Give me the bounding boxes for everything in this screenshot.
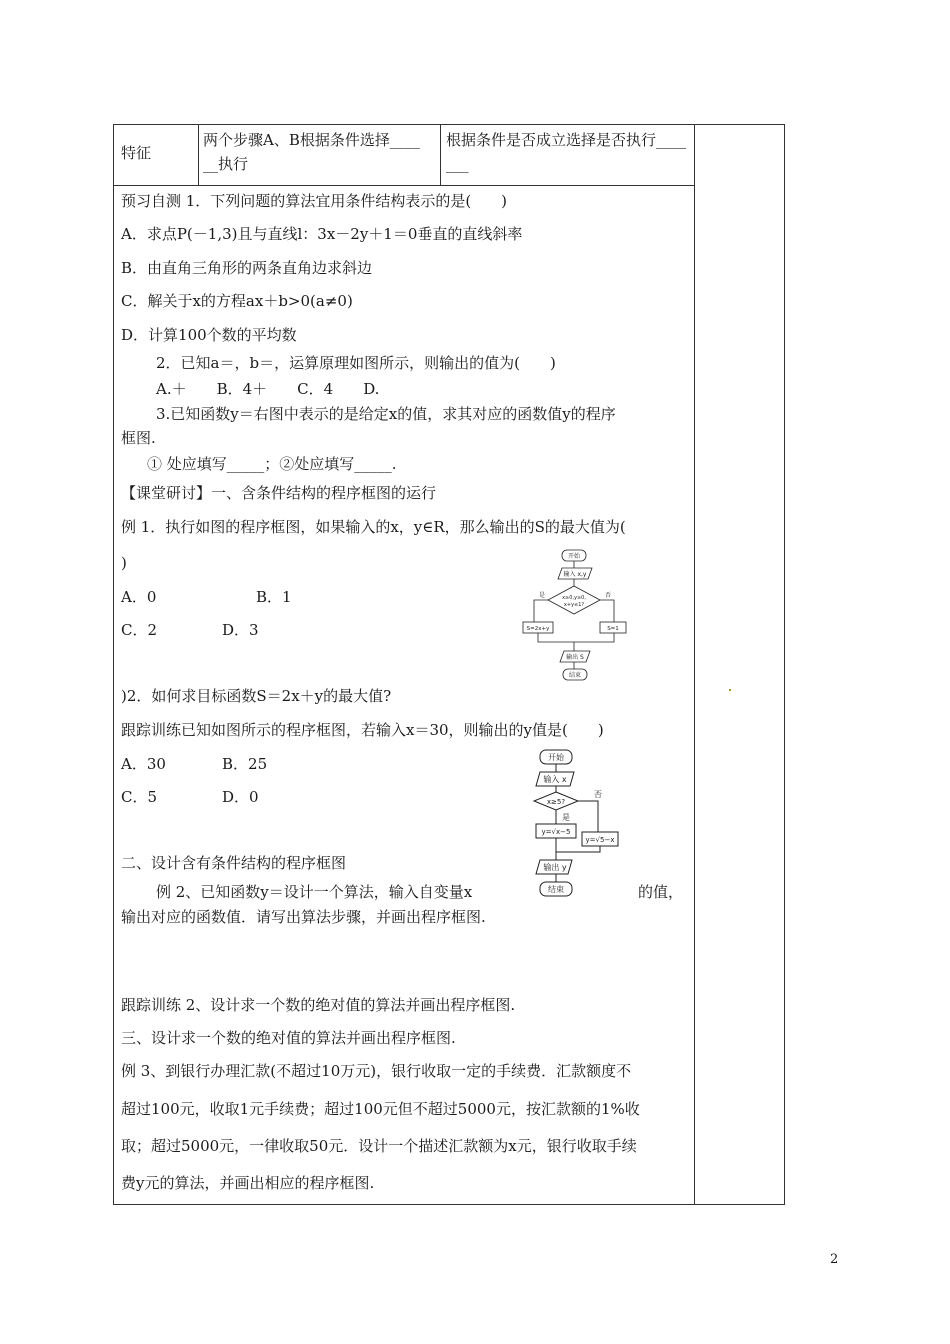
tracking1-option-c: C．5 bbox=[121, 788, 158, 806]
tracking1-option-d: D．0 bbox=[222, 788, 259, 806]
header-row-divider bbox=[113, 185, 695, 186]
example2-line2: 输出对应的函数值．请写出算法步骤，并画出程序框图. bbox=[121, 908, 486, 926]
header-col1-line1: 两个步骤A、B根据条件选择____ bbox=[203, 131, 420, 149]
fc1-end-label: 结束 bbox=[568, 672, 582, 679]
example3-line4: 费y元的算法，并画出相应的程序框图. bbox=[121, 1174, 375, 1192]
header-col2-line1: 根据条件是否成立选择是否执行____ bbox=[446, 131, 687, 149]
stray-dot-mark bbox=[729, 689, 731, 691]
example3-line1: 例 3、到银行办理汇款(不超过10万元)，银行收取一定的手续费．汇款额度不 bbox=[121, 1062, 632, 1080]
flowchart-example1 bbox=[520, 548, 630, 684]
fc2-cond-label: x≥5? bbox=[546, 798, 566, 806]
tracking1-option-b: B．25 bbox=[222, 755, 268, 773]
preview-q1-option-b: B．由直角三角形的两条直角边求斜边 bbox=[121, 259, 373, 277]
preview-q1-option-a: A．求点P(－1,3)且与直线l：3x－2y＋1＝0垂直的直线斜率 bbox=[121, 225, 523, 243]
fc1-yes-label: 是 bbox=[538, 592, 546, 599]
example1-question2: )2．如何求目标函数S＝2x＋y的最大值? bbox=[121, 687, 392, 705]
fc2-right-box-label: y=√5−x bbox=[585, 836, 615, 844]
fc1-cond-line2: x+y≤1? bbox=[563, 602, 585, 608]
section3-heading: 三、设计求一个数的绝对值的算法并画出程序框图. bbox=[121, 1029, 456, 1047]
tracking-exercise-2: 跟踪训练 2、设计求一个数的绝对值的算法并画出程序框图. bbox=[121, 996, 516, 1014]
header-col1-line2: __执行 bbox=[203, 155, 249, 173]
fc1-right-box-label: S=1 bbox=[607, 626, 619, 632]
preview-q1-option-c: C．解关于x的方程ax＋b>0(a≠0) bbox=[121, 292, 353, 310]
fc1-output-label: 输出 S bbox=[566, 654, 584, 661]
fc2-output-label: 输出 y bbox=[543, 863, 567, 872]
example1-option-a: A．0 bbox=[121, 588, 157, 606]
example1-option-d: D．3 bbox=[222, 621, 259, 639]
preview-q1-option-d: D．计算100个数的平均数 bbox=[121, 326, 297, 344]
fc1-cond-line1: x≥0,y≥0, bbox=[562, 595, 586, 601]
example3-line3: 取；超过5000元，一律收取50元．设计一个描述汇款额为x元，银行收取手续 bbox=[121, 1137, 637, 1155]
example1-option-c: C．2 bbox=[121, 621, 158, 639]
header-col-divider-1 bbox=[198, 124, 199, 186]
preview-q2-options: A.＋ B．4＋ C．4 D. bbox=[156, 380, 380, 398]
preview-q3-fill: ① 处应填写_____；②处应填写_____. bbox=[147, 455, 397, 473]
class-study-heading: 【课堂研讨】一、含条件结构的程序框图的运行 bbox=[121, 484, 437, 502]
header-col-divider-2 bbox=[440, 124, 441, 186]
section2-heading: 二、设计含有条件结构的程序框图 bbox=[121, 854, 347, 872]
fc2-end-label: 结束 bbox=[548, 885, 564, 894]
fc2-start-label: 开始 bbox=[548, 753, 564, 762]
fc1-no-label: 否 bbox=[604, 592, 612, 599]
preview-q1-stem: 预习自测 1．下列问题的算法宜用条件结构表示的是( ) bbox=[121, 192, 508, 210]
flowchart-tracking1 bbox=[528, 748, 624, 900]
fc1-left-box-label: S=2x+y bbox=[526, 626, 550, 632]
page-number: 2 bbox=[830, 1252, 839, 1267]
example2-line1-tail: 的值， bbox=[638, 883, 684, 901]
example3-line2: 超过100元，收取1元手续费；超过100元但不超过5000元，按汇款额的1%收 bbox=[121, 1100, 640, 1118]
example1-line2: ) bbox=[121, 554, 127, 572]
feature-label: 特征 bbox=[121, 144, 152, 162]
example1-line1: 例 1．执行如图的程序框图，如果输入的x，y∈R，那么输出的S的最大值为( bbox=[121, 518, 626, 536]
example1-option-b: B．1 bbox=[256, 588, 292, 606]
header-col2-line2: ___ bbox=[446, 155, 469, 173]
fc2-no-label: 否 bbox=[594, 790, 602, 799]
right-column-divider bbox=[694, 124, 695, 1205]
preview-q3-line2: 框图. bbox=[121, 429, 156, 447]
fc2-input-label: 输入 x bbox=[543, 775, 567, 784]
fc1-input-label: 输入 x,y bbox=[563, 571, 587, 578]
example2-line1: 例 2、已知函数y＝设计一个算法，输入自变量x bbox=[156, 883, 473, 901]
tracking1-option-a: A．30 bbox=[121, 755, 166, 773]
fc1-start-label: 开始 bbox=[567, 553, 581, 560]
preview-q3-line1: 3.已知函数y＝右图中表示的是给定x的值，求其对应的函数值y的程序 bbox=[156, 405, 616, 423]
preview-q2-stem: 2．已知a＝，b＝，运算原理如图所示，则输出的值为( ) bbox=[156, 354, 556, 372]
tracking-exercise-1: 跟踪训练已知如图所示的程序框图，若输入x＝30，则输出的y值是( ) bbox=[121, 721, 604, 739]
fc2-left-box-label: y=√x−5 bbox=[541, 828, 571, 836]
fc2-yes-label: 是 bbox=[562, 813, 570, 822]
